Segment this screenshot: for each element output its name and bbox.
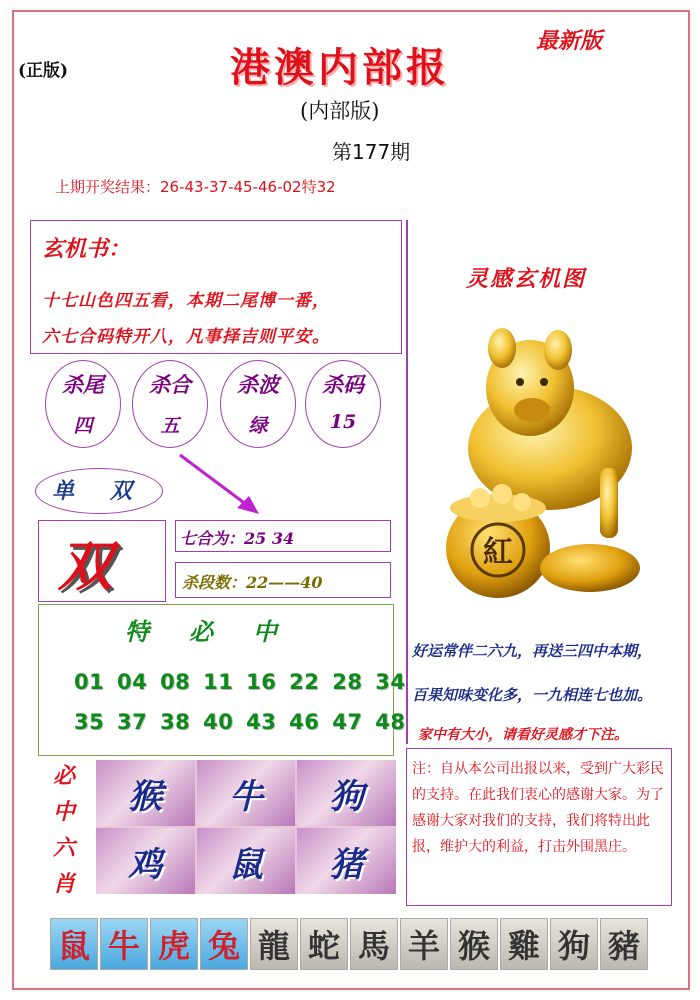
latest-tag: 最新版 — [536, 28, 603, 54]
six-zodiac-label — [48, 758, 80, 902]
page-subtitle: (内部版) — [300, 99, 380, 123]
zodiac-cell: 牛 — [197, 760, 296, 826]
xuanji-line-2: 六七合码特开八，凡事择吉则平安。 — [42, 327, 330, 347]
side-char: 必 — [52, 763, 75, 789]
zodiac-bar-item: 鼠 — [50, 918, 98, 970]
oval-key: 杀尾 — [62, 372, 104, 397]
side-char: 中 — [52, 799, 75, 825]
zodiac-bar-item: 猴 — [450, 918, 498, 970]
side-char: 六 — [52, 835, 75, 861]
kill-range-text: 杀段数：22——40 — [182, 573, 323, 592]
zodiac-grid — [96, 760, 396, 894]
svg-text:紅: 紅 — [483, 535, 513, 570]
oval-value: 15 — [329, 411, 357, 433]
zodiac-bar-item: 兔 — [200, 918, 248, 970]
side-char: 肖 — [52, 871, 75, 897]
kill-wave-oval — [220, 360, 296, 448]
zodiac-bar-item: 牛 — [100, 918, 148, 970]
issue-number: 第177期 — [332, 140, 411, 164]
page-title: 港澳内部报 — [230, 44, 450, 91]
special-numbers-title: 特必中 — [125, 617, 317, 646]
oval-value: 五 — [160, 415, 180, 437]
zodiac-cell: 猪 — [297, 828, 396, 894]
zodiac-bar-item: 蛇 — [300, 918, 348, 970]
right-poem-line-3: 家中有大小，请看好灵感才下注。 — [418, 727, 628, 743]
numbers-row-2: 35 37 38 40 43 46 47 48 — [74, 710, 406, 734]
zodiac-cell: 鸡 — [96, 828, 195, 894]
zodiac-bar-item: 羊 — [400, 918, 448, 970]
seven-combo-text: 七合为：25 34 — [180, 529, 295, 548]
oval-key: 杀码 — [322, 372, 364, 397]
zodiac-bar-item: 狗 — [550, 918, 598, 970]
oval-key: 杀波 — [237, 372, 279, 397]
oval-value: 四 — [73, 415, 93, 437]
golden-pig-statue-icon — [440, 318, 650, 603]
arrow-down-right-icon — [175, 450, 265, 520]
zodiac-cell: 猴 — [96, 760, 195, 826]
xuanji-line-1: 十七山色四五看，本期二尾博一番， — [42, 291, 330, 311]
zodiac-bar-item: 虎 — [150, 918, 198, 970]
oval-value: 绿 — [248, 415, 268, 437]
even-label: 双 — [58, 534, 112, 598]
last-results: 上期开奖结果：26-43-37-45-46-02特32 — [55, 178, 336, 196]
right-poem-line-1: 好运常伴二六九，再送三四中本期， — [412, 642, 653, 660]
kill-number-oval — [305, 360, 381, 448]
oval-key: 杀合 — [149, 372, 191, 397]
zodiac-bar-item: 龍 — [250, 918, 298, 970]
kill-tail-oval — [45, 360, 121, 448]
zodiac-bar — [50, 918, 648, 970]
xuanji-heading: 玄机书： — [42, 236, 131, 262]
inspiration-title: 灵感玄机图 — [466, 266, 587, 292]
odd-even-oval: 单 双 — [35, 468, 163, 514]
zodiac-cell: 狗 — [297, 760, 396, 826]
edition-tag: (正版) — [18, 61, 69, 81]
zodiac-bar-item: 馬 — [350, 918, 398, 970]
numbers-row-1: 01 04 08 11 16 22 28 34 — [74, 670, 406, 694]
kill-combo-oval — [132, 360, 208, 448]
zodiac-bar-item: 豬 — [600, 918, 648, 970]
note-text: 注：自从本公司出报以来，受到广大彩民的支持。在此我们衷心的感谢大家。为了感谢大家对我们的支持，我们将特出此报，维护大的利益，打击外围黑庄。 — [412, 761, 664, 855]
zodiac-cell: 鼠 — [197, 828, 296, 894]
right-poem-line-2: 百果知味变化多，一九相连七也加。 — [412, 686, 653, 704]
zodiac-bar-item: 雞 — [500, 918, 548, 970]
